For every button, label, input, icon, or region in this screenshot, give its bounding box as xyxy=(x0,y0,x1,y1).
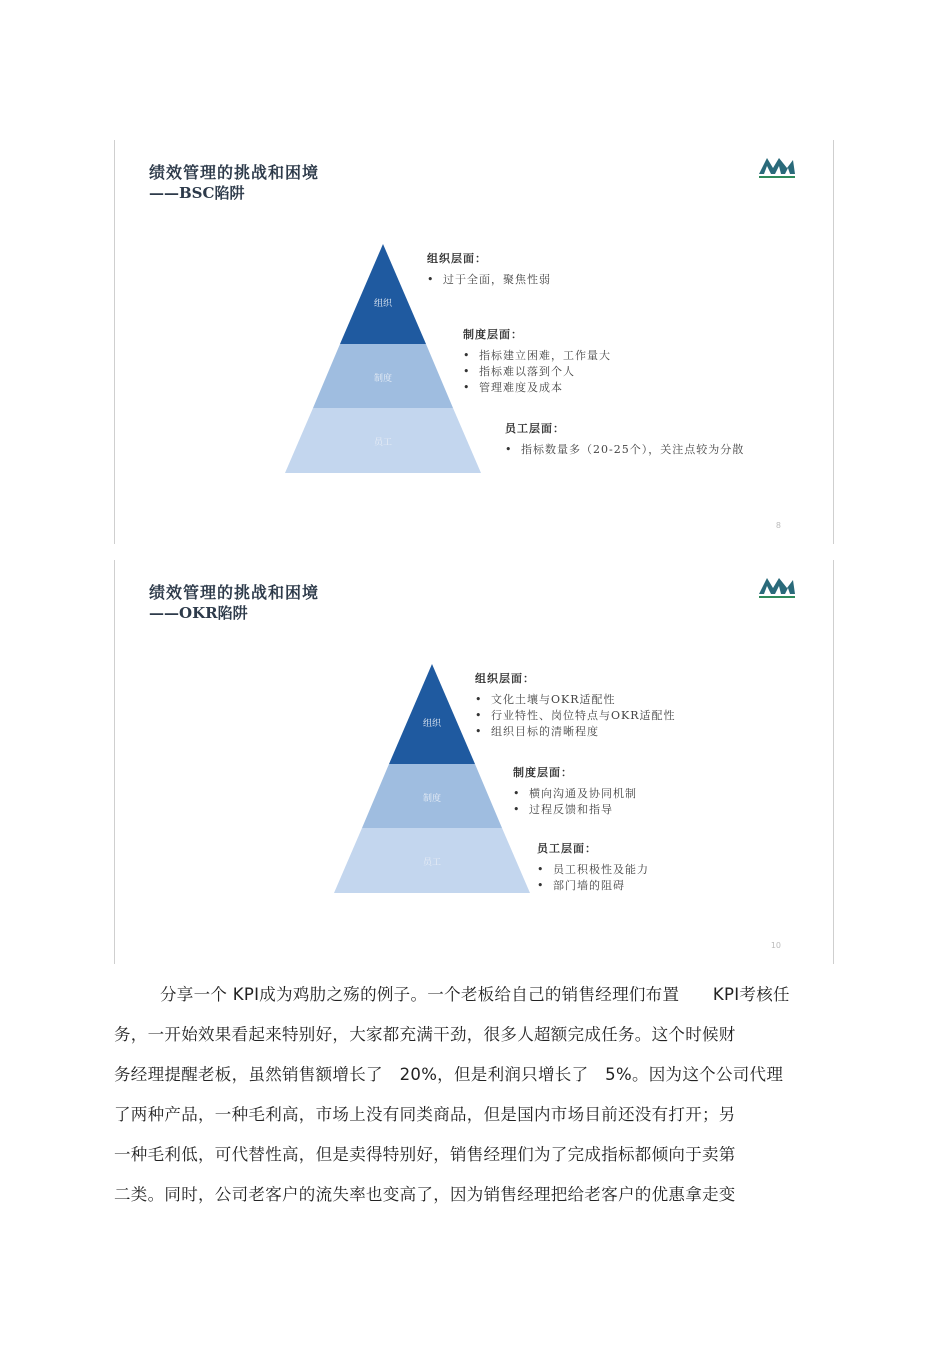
staff-level-block xyxy=(505,420,744,458)
slide-okr xyxy=(114,560,834,964)
system-level-block xyxy=(513,764,637,818)
list-item: • 横向沟通及协同机制 xyxy=(513,786,637,802)
slide-page-number: 8 xyxy=(775,521,781,530)
paragraph-line: 务经理提醒老板，虽然销售额增长了 20%，但是利润只增长了 5%。因为这个公司代理 xyxy=(114,1065,784,1084)
pyramid-label-staff: 员工 xyxy=(422,858,442,868)
list-item: • 文化土壤与OKR适配性 xyxy=(475,692,676,708)
list-item: • 行业特性、岗位特点与OKR适配性 xyxy=(475,708,676,724)
pyramid-label-staff: 员工 xyxy=(373,438,393,448)
pyramid-label-org: 组织 xyxy=(373,299,393,309)
pyramid-top-org xyxy=(389,664,475,764)
paragraph-line: 务，一开始效果看起来特别好，大家都充满干劲，很多人超额完成任务。这个时候财 xyxy=(114,1025,736,1044)
paragraph-line: 一种毛利低，可代替性高，但是卖得特别好，销售经理们为了完成指标都倾向于卖第 xyxy=(114,1145,736,1164)
staff-level-heading: 员工层面： xyxy=(505,422,565,435)
slide-title: 绩效管理的挑战和困境 xyxy=(149,583,320,602)
list-item: • 过于全面，聚焦性弱 xyxy=(427,272,551,288)
system-level-heading: 制度层面： xyxy=(513,766,573,779)
slide-bsc xyxy=(114,140,834,544)
slide-page-number: 10 xyxy=(770,941,781,950)
list-item: • 组织目标的清晰程度 xyxy=(475,724,676,740)
slide-subtitle: ——OKR陷阱 xyxy=(149,604,248,622)
org-level-heading: 组织层面： xyxy=(475,672,535,685)
company-logo-icon xyxy=(757,572,797,602)
org-level-block xyxy=(475,670,676,740)
list-item: • 管理难度及成本 xyxy=(463,380,611,396)
list-item: • 部门墙的阻碍 xyxy=(537,878,649,894)
pyramid-label-system: 制度 xyxy=(373,374,393,384)
company-logo-icon xyxy=(757,152,797,182)
paragraph-line: 二类。同时，公司老客户的流失率也变高了，因为销售经理把给老客户的优惠拿走变 xyxy=(114,1185,736,1204)
pyramid-top-org xyxy=(340,244,426,344)
pyramid-label-system: 制度 xyxy=(422,794,442,804)
list-item: • 指标数量多（20-25个），关注点较为分散 xyxy=(505,442,744,458)
slide-subtitle: ——BSC陷阱 xyxy=(149,184,245,202)
list-item: • 指标建立困难，工作量大 xyxy=(463,348,611,364)
list-item: • 指标难以落到个人 xyxy=(463,364,611,380)
staff-level-heading: 员工层面： xyxy=(537,842,597,855)
paragraph-line: 分享一个 KPI成为鸡肋之殇的例子。一个老板给自己的销售经理们布置 KPI考核任 xyxy=(160,985,790,1004)
list-item: • 过程反馈和指导 xyxy=(513,802,637,818)
system-level-heading: 制度层面： xyxy=(463,328,523,341)
system-level-block xyxy=(463,326,611,396)
article-paragraph xyxy=(114,975,834,1215)
pyramid-label-org: 组织 xyxy=(422,719,442,729)
list-item: • 员工积极性及能力 xyxy=(537,862,649,878)
org-level-heading: 组织层面： xyxy=(427,252,487,265)
paragraph-line: 了两种产品，一种毛利高，市场上没有同类商品，但是国内市场目前还没有打开；另 xyxy=(114,1105,736,1124)
slide-title: 绩效管理的挑战和困境 xyxy=(149,163,320,182)
org-level-block xyxy=(427,250,551,288)
staff-level-block xyxy=(537,840,649,894)
